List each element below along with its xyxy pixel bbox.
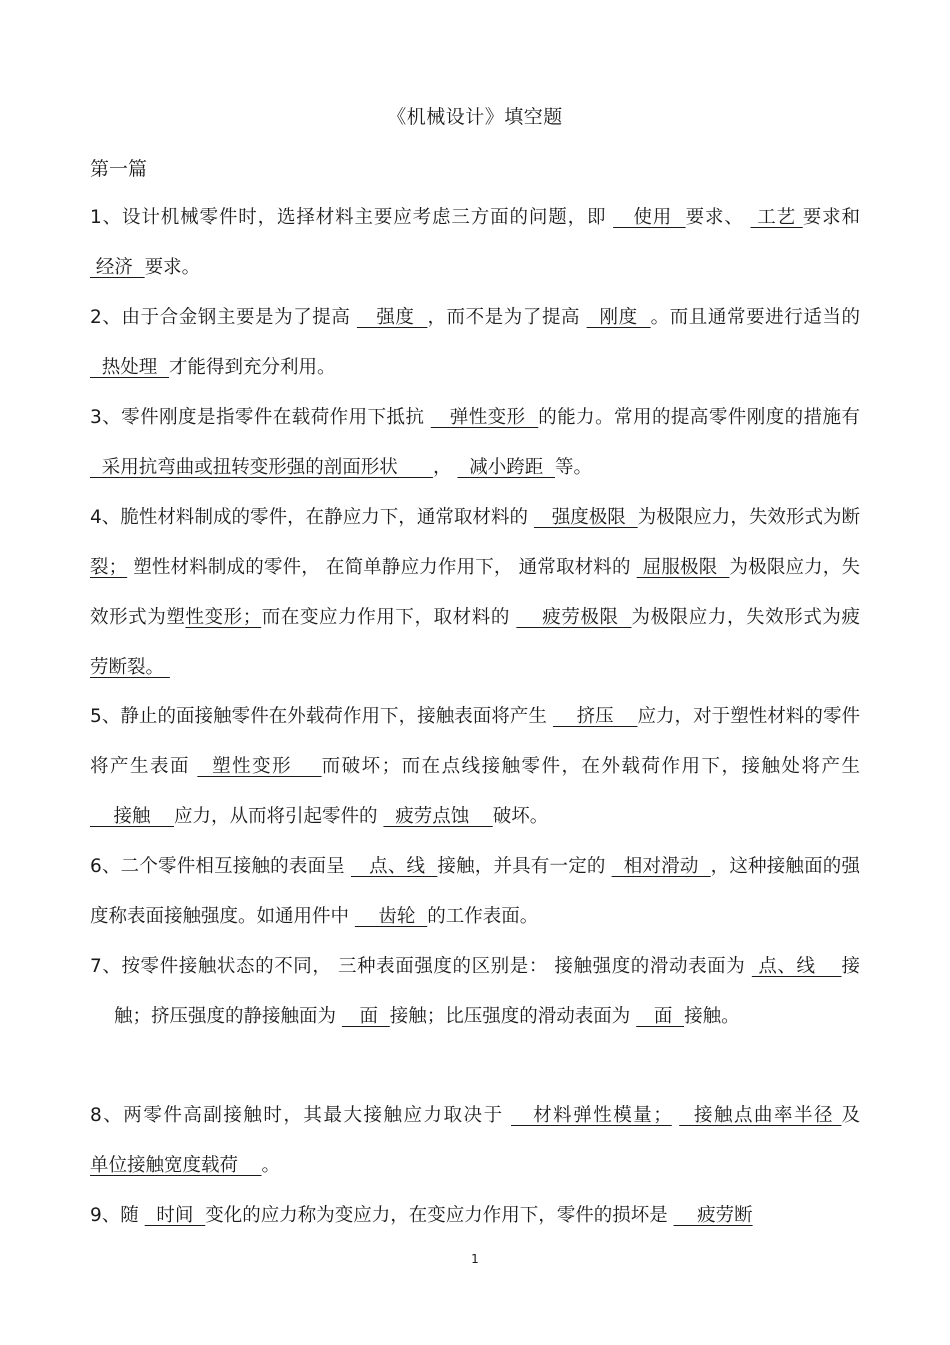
section-heading: 第一篇 bbox=[90, 158, 148, 180]
question-3: 3、零件刚度是指零件在载荷作用下抵抗 弹性变形 的能力。常用的提高零件刚度的措施有 采用抗弯曲或扭转变形强的剖面形状 ， 减小跨距 等。 bbox=[90, 407, 860, 478]
answer-blank: 减小跨距 bbox=[457, 457, 555, 478]
answer-blank: 弹性变形 bbox=[430, 407, 539, 428]
answer-blank: 接触 bbox=[90, 806, 175, 827]
answer-blank: 挤压 bbox=[552, 706, 638, 727]
question-4: 4、脆性材料制成的零件，在静应力下，通常取材料的 强度极限 为极限应力，失效形式为断裂； 塑性材料制成的零件， 在简单静应力作用下， 通常取材料的 屈服极限 为极限应力，失效形式为塑性变形；而在变应力作用下，取材料的 疲劳极限 为极限应力，失效形式为疲劳断裂。 bbox=[90, 507, 861, 678]
answer-blank: 疲劳极限 bbox=[516, 607, 632, 628]
question-8: 8、两零件高副接触时，其最大接触应力取决于 材料弹性模量； 接触点曲率半径 及 单位接触宽度载荷 。 bbox=[90, 1105, 860, 1176]
answer-blank: 强度 bbox=[356, 307, 428, 328]
answer-blank: 单位接触宽度载荷 bbox=[90, 1155, 262, 1176]
page-number: 1 bbox=[471, 1252, 479, 1266]
answer-blank: 经济 bbox=[90, 257, 145, 278]
answer-blank: 面 bbox=[636, 1006, 685, 1027]
answer-blank: 热处理 bbox=[90, 357, 170, 378]
question-7: 7、按零件接触状态的不同， 三种表面强度的区别是： 接触强度的滑动表面为 点、线 接触；挤压强度的静接触面为 面 接触；比压强度的滑动表面为 面 接触。 bbox=[90, 956, 861, 1027]
answer-blank: 使用 bbox=[613, 207, 686, 228]
answer-blank: 接触点曲率半径 bbox=[679, 1105, 842, 1126]
answer-blank: 面 bbox=[341, 1006, 390, 1027]
answer-blank: 疲劳断 bbox=[673, 1205, 753, 1226]
answer-blank: 采用抗弯曲或扭转变形强的剖面形状 bbox=[90, 457, 434, 478]
document-title: 《机械设计》填空题 bbox=[387, 106, 563, 128]
answer-blank: 时间 bbox=[144, 1205, 206, 1226]
question-6: 6、二个零件相互接触的表面呈 点、线 接触，并具有一定的 相对滑动 ，这种接触面的强度称表面接触强度。如通用件中 齿轮 的工作表面。 bbox=[90, 856, 860, 927]
answer-blank: 裂； bbox=[90, 557, 128, 578]
answer-blank: 点、线 bbox=[350, 856, 438, 877]
answer-blank: 工艺 bbox=[750, 207, 803, 228]
answer-blank: 劳断裂。 bbox=[90, 657, 170, 678]
question-9: 9、随 时间 变化的应力称为变应力，在变应力作用下，零件的损坏是 疲劳断 bbox=[90, 1205, 753, 1226]
answer-blank: 屈服极限 bbox=[636, 557, 730, 578]
answer-blank: 性变形； bbox=[185, 607, 262, 628]
question-2: 2、由于合金钢主要是为了提高 强度 ，而不是为了提高 刚度 。而且通常要进行适当的 热处理 才能得到充分利用。 bbox=[90, 307, 860, 378]
answer-blank: 相对滑动 bbox=[611, 856, 711, 877]
question-1: 1、设计机械零件时，选择材料主要应考虑三方面的问题，即 使用 要求、 工艺 要求和 经济 要求。 bbox=[90, 207, 860, 278]
question-5: 5、静止的面接触零件在外载荷作用下，接触表面将产生 挤压 应力，对于塑性材料的零件将产生表面 塑性变形 而破坏；而在点线接触零件，在外载荷作用下，接触处将产生 接触 应力，从而将引起零件的 疲劳点蚀 破坏。 bbox=[90, 706, 860, 827]
answer-blank: 齿轮 bbox=[354, 906, 428, 927]
answer-blank: 塑性变形 bbox=[197, 756, 322, 777]
answer-blank: 点、线 bbox=[751, 956, 842, 977]
answer-blank: 材料弹性模量； bbox=[510, 1105, 672, 1126]
answer-blank: 强度极限 bbox=[533, 507, 638, 528]
answer-blank: 疲劳点蚀 bbox=[383, 806, 493, 827]
answer-blank: 刚度 bbox=[586, 307, 651, 328]
